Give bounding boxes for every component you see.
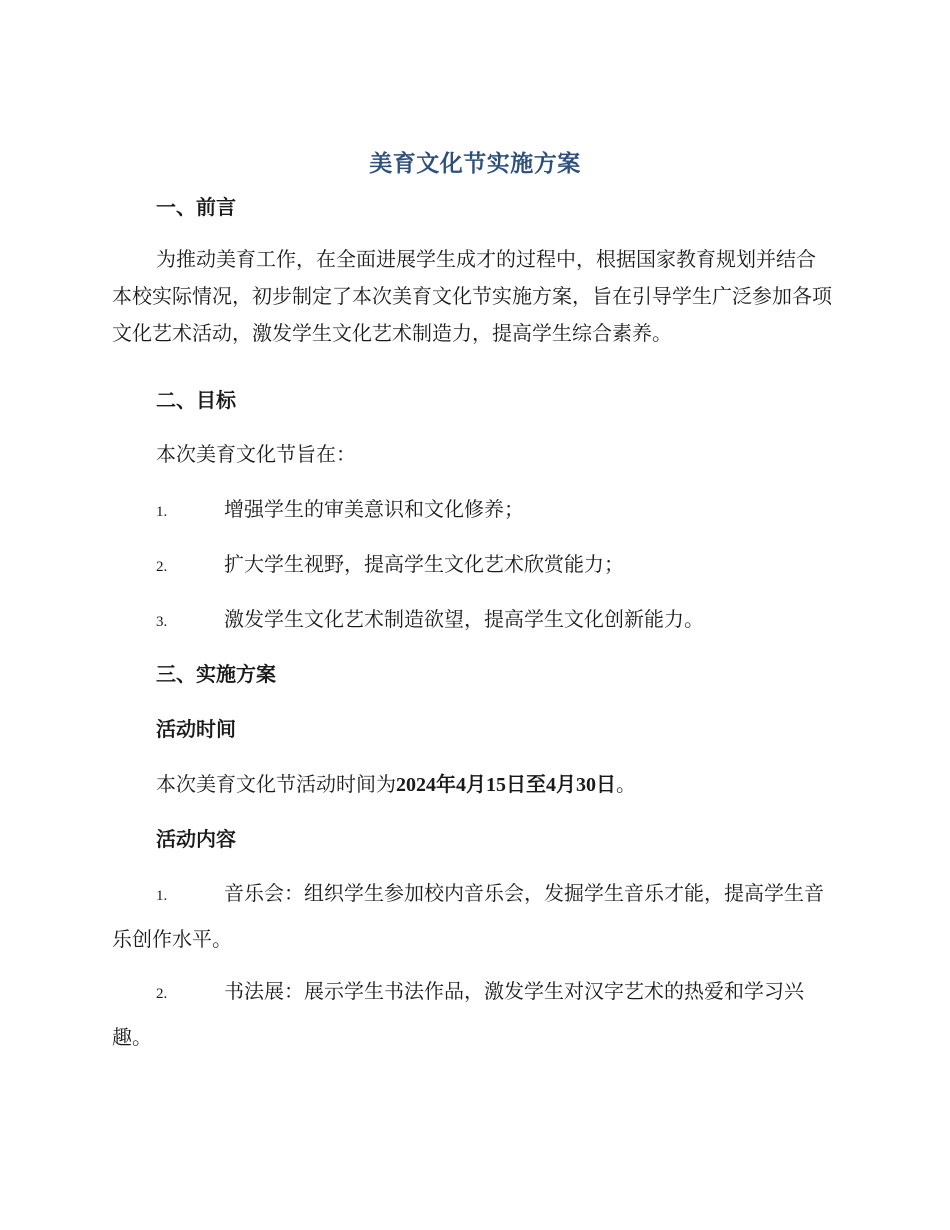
list-text: 扩大学生视野，提高学生文化艺术欣赏能力；	[224, 552, 624, 576]
list-text: 增强学生的审美意识和文化修养；	[224, 497, 524, 521]
list-number: 2.	[156, 559, 168, 575]
list-number: 2.	[156, 986, 168, 1002]
goal-item	[156, 494, 524, 527]
time-suffix: 。	[616, 772, 636, 796]
list-number: 3.	[156, 614, 168, 630]
subheading-content: 活动内容	[156, 827, 236, 851]
section-heading-goals: 二、目标	[156, 388, 236, 412]
list-text: 音乐会：组织学生参加校内音乐会，发掘学生音乐才能，提高学生音乐创作水平。	[112, 881, 824, 951]
preface-paragraph: 为推动美育工作，在全面进展学生成才的过程中，根据国家教育规划并结合本校实际情况，初步制定了本次美育文化节实施方案，旨在引导学生广泛参加各项文化艺术活动，激发学生文化艺术制造力，提高学生综合素养。	[112, 247, 832, 345]
section-heading-plan: 三、实施方案	[156, 662, 276, 686]
goals-intro: 本次美育文化节旨在：	[156, 442, 356, 466]
time-sentence	[156, 769, 636, 800]
document-title: 美育文化节实施方案	[369, 151, 581, 177]
goal-item	[156, 549, 624, 582]
section-heading-preface: 一、前言	[156, 195, 236, 219]
time-prefix: 本次美育文化节活动时间为	[156, 772, 396, 796]
activity-item	[112, 970, 832, 1059]
list-text: 激发学生文化艺术制造欲望，提高学生文化创新能力。	[224, 607, 704, 631]
time-value: 2024年4月15日至4月30日	[396, 774, 616, 796]
activity-item	[112, 872, 832, 961]
subheading-time: 活动时间	[156, 717, 236, 741]
list-text: 书法展：展示学生书法作品，激发学生对汉字艺术的热爱和学习兴趣。	[112, 979, 804, 1049]
goal-item	[156, 604, 704, 637]
list-number: 1.	[156, 888, 168, 904]
list-number: 1.	[156, 504, 168, 520]
